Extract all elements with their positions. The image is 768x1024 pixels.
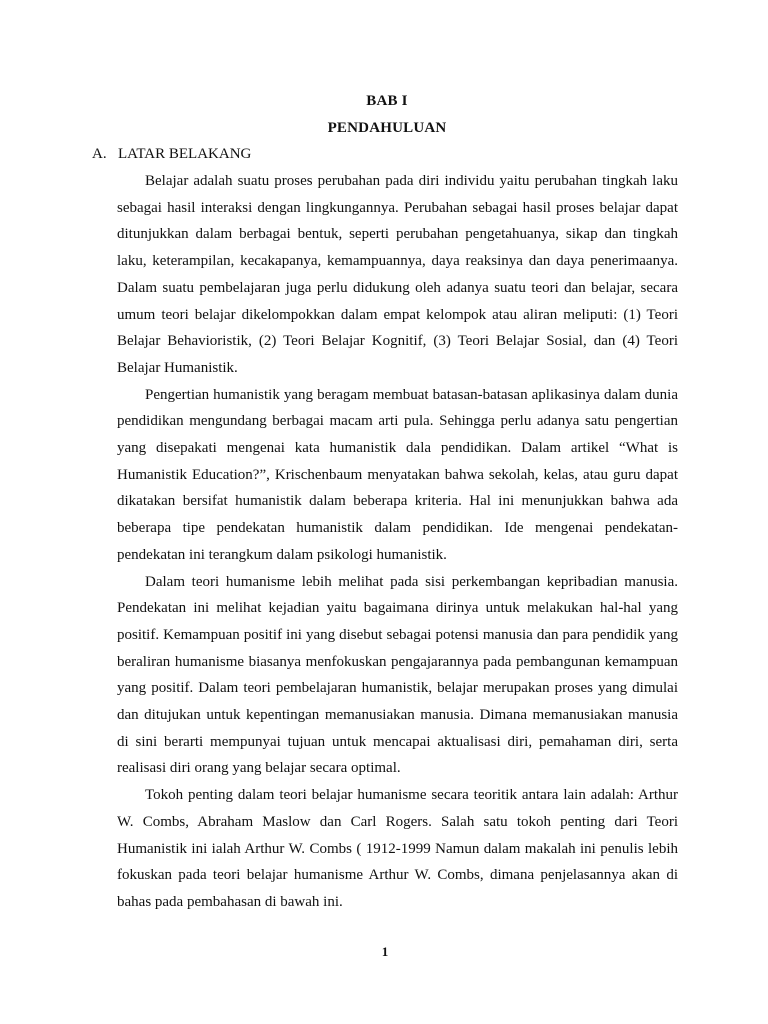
chapter-title: PENDAHULUAN bbox=[327, 120, 447, 136]
section-letter: A. bbox=[92, 146, 107, 162]
chapter-number: BAB I bbox=[366, 93, 408, 109]
section-heading bbox=[92, 146, 251, 163]
paragraph-1: Belajar adalah suatu proses perubahan pada diri individu yaitu perubahan tingkah laku sebagai hasil interaksi dengan lingkungannya. Perubahan sebagai hasil proses belajar dapat ditunjukkan dalam berbagai bentuk, seperti perubahan pengetahuanya, sikap dan tingkah laku, keterampilan, kecakapanya, kemampuannya, daya reaksinya dan daya penerimaanya. Dalam suatu pembelajaran juga perlu didukung oleh adanya suatu teori dan belajar, secara umum teori belajar dikelompokkan dalam empat kelompok atau aliran meliputi: (1) Teori Belajar Behavioristik, (2) Teori Belajar Kognitif, (3) Teori Belajar Sosial, dan (4) Teori Belajar Humanistik. bbox=[117, 173, 678, 376]
paragraph-3: Dalam teori humanisme lebih melihat pada sisi perkembangan kepribadian manusia. Pendekatan ini melihat kejadian yaitu bagaimana dirinya untuk melakukan hal-hal yang positif. Kemampuan positif ini yang disebut sebagai potensi manusia dan para pendidik yang beraliran humanisme biasanya menfokuskan pengajarannya pada pembangunan kemampuan yang positif. Dalam teori pembelajaran humanistik, belajar merupakan proses yang dimulai dan ditujukan untuk kepentingan memanusiakan manusia. Dimana memanusiakan manusia di sini berarti mempunyai tujuan untuk mencapai aktualisasi diri, pemahaman diri, serta realisasi diri orang yang belajar secara optimal. bbox=[117, 573, 678, 777]
paragraph-2: Pengertian humanistik yang beragam membuat batasan-batasan aplikasinya dalam dunia pendidikan mengundang berbagai macam arti pula. Sehingga perlu adanya satu pengertian yang disepakati mengenai kata humanistik dala pendidikan. Dalam artikel “What is Humanistik Education?”, Krischenbaum menyatakan bahwa sekolah, kelas, atau guru dapat dikatakan bersifat humanistik dalam beberapa kriteria. Hal ini menunjukkan bahwa ada beberapa tipe pendekatan humanistik dalam pendidikan. Ide mengenai pendekatan-pendekatan ini terangkum dalam psikologi humanistik. bbox=[117, 386, 678, 563]
body-text bbox=[117, 168, 678, 916]
page-number: 1 bbox=[381, 944, 389, 959]
paragraph-4: Tokoh penting dalam teori belajar humanisme secara teoritik antara lain adalah: Arthur W. Combs, Abraham Maslow dan Carl Rogers. Salah satu tokoh penting dari Teori Humanistik ini ialah Arthur W. Combs ( 1912-1999 Namun dalam makalah ini penulis lebih fokuskan pada teori belajar humanisme Arthur W. Combs, dimana penjelasannya akan di bahas pada pembahasan di bawah ini. bbox=[117, 787, 678, 910]
section-title: LATAR BELAKANG bbox=[118, 146, 252, 162]
